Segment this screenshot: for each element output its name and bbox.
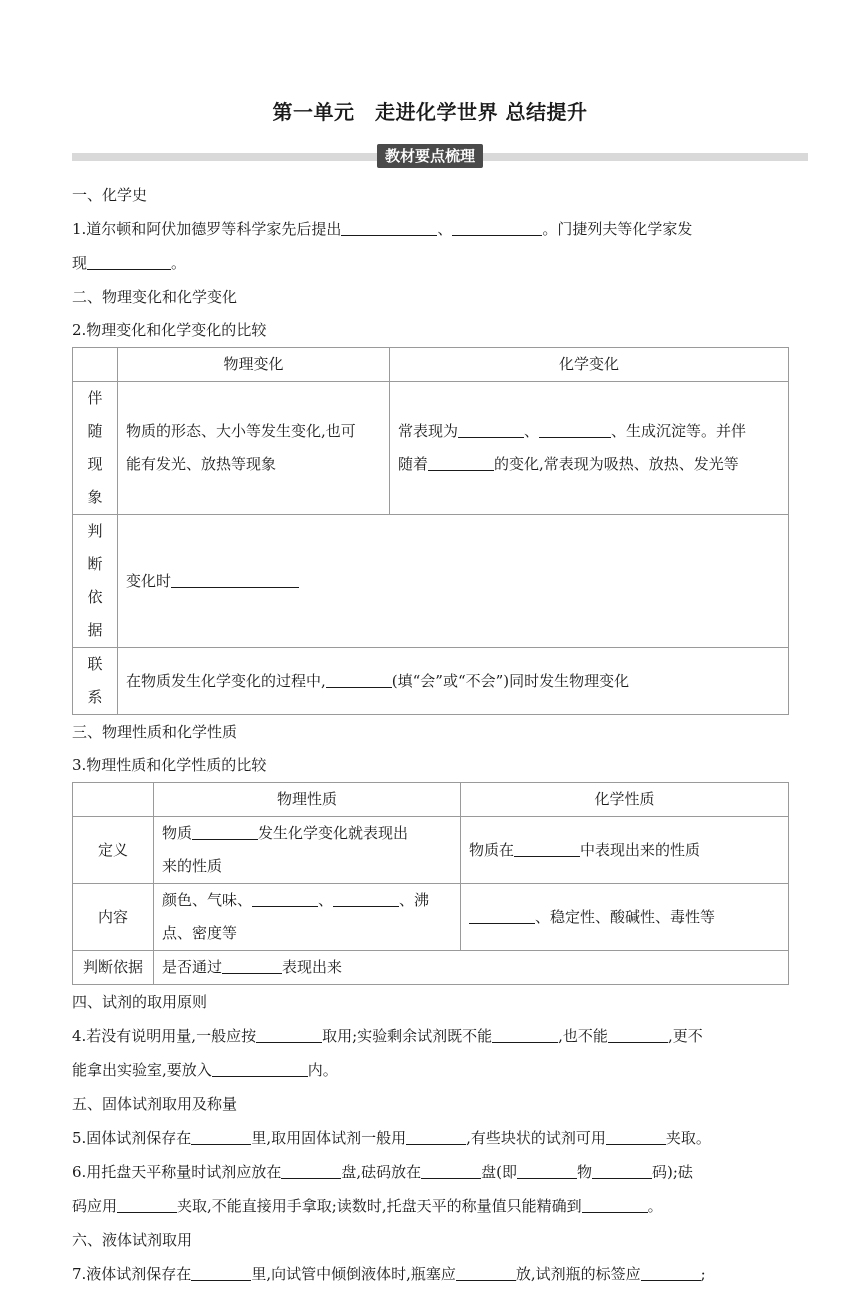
row-label: 联系 <box>73 648 118 715</box>
answer-blank[interactable] <box>592 1160 652 1179</box>
answer-blank[interactable] <box>252 888 318 907</box>
row-label: 判断依据 <box>73 951 154 985</box>
table-row <box>73 817 789 884</box>
answer-blank[interactable] <box>212 1058 308 1077</box>
answer-blank[interactable] <box>492 1024 558 1043</box>
row-label: 伴随 现象 <box>73 382 118 515</box>
answer-blank[interactable] <box>517 1160 577 1179</box>
answer-blank[interactable] <box>341 217 437 236</box>
answer-blank[interactable] <box>171 569 299 588</box>
answer-blank[interactable] <box>87 251 171 270</box>
table-row <box>73 884 789 951</box>
answer-blank[interactable] <box>539 419 611 438</box>
row-label: 判断 依据 <box>73 515 118 648</box>
answer-blank[interactable] <box>608 1024 668 1043</box>
answer-blank[interactable] <box>428 452 494 471</box>
table-row <box>73 951 789 985</box>
table-cell: 变化时 <box>118 515 789 648</box>
change-comparison-table <box>72 347 789 715</box>
answer-blank[interactable] <box>641 1262 701 1281</box>
answer-blank[interactable] <box>582 1194 648 1213</box>
section-heading-5: 五、固体试剂取用及称量 <box>72 1095 238 1113</box>
question-1-line-1: 1.道尔顿和阿伏加德罗等科学家先后提出 、 。门捷列夫等化学家发 <box>72 212 792 246</box>
answer-blank[interactable] <box>421 1160 481 1179</box>
col-header-chemical-change: 化学变化 <box>390 348 789 382</box>
answer-blank[interactable] <box>514 838 580 857</box>
answer-blank[interactable] <box>606 1126 666 1145</box>
col-header-physical-change: 物理变化 <box>118 348 390 382</box>
table-cell: 、稳定性、酸碱性、毒性等 <box>461 884 789 951</box>
answer-blank[interactable] <box>117 1194 177 1213</box>
question-6-line-2: 码应用 夹取,不能直接用手拿取;读数时,托盘天平的称量值只能精确到 。 <box>72 1189 792 1223</box>
answer-blank[interactable] <box>406 1126 466 1145</box>
worksheet-content <box>72 178 792 1291</box>
answer-blank[interactable] <box>333 888 399 907</box>
col-header-physical-property: 物理性质 <box>154 783 461 817</box>
table-cell: 物质 发生化学变化就表现出 来的性质 <box>154 817 461 884</box>
answer-blank[interactable] <box>222 955 282 974</box>
table-cell: 常表现为 、 、生成沉淀等。并伴 随着 的变化,常表现为吸热、放热、发光等 <box>390 382 789 515</box>
section-banner: 教材要点梳理 <box>377 144 483 168</box>
section-heading-4: 四、试剂的取用原则 <box>72 993 208 1011</box>
answer-blank[interactable] <box>469 905 535 924</box>
page-title: 第一单元 走进化学世界 总结提升 <box>272 100 588 124</box>
table-cell: 是否通过 表现出来 <box>154 951 789 985</box>
question-4-line-1: 4.若没有说明用量,一般应按 取用;实验剩余试剂既不能 ,也不能 ,更不 <box>72 1019 792 1053</box>
table-row <box>73 648 789 715</box>
question-7: 7.液体试剂保存在 里,向试管中倾倒液体时,瓶塞应 放,试剂瓶的标签应 ; <box>72 1257 792 1291</box>
row-label: 内容 <box>73 884 154 951</box>
answer-blank[interactable] <box>458 419 524 438</box>
section-heading-3: 三、物理性质和化学性质 <box>72 723 238 741</box>
answer-blank[interactable] <box>281 1160 341 1179</box>
question-5: 5.固体试剂保存在 里,取用固体试剂一般用 ,有些块状的试剂可用 夹取。 <box>72 1121 792 1155</box>
table-row <box>73 515 789 648</box>
col-header-chemical-property: 化学性质 <box>461 783 789 817</box>
table-cell: 在物质发生化学变化的过程中, (填“会”或“不会”)同时发生物理变化 <box>118 648 789 715</box>
row-label: 定义 <box>73 817 154 884</box>
section-heading-1: 一、化学史 <box>72 186 148 204</box>
answer-blank[interactable] <box>191 1262 251 1281</box>
property-comparison-table <box>72 782 789 985</box>
table-row <box>73 382 789 515</box>
question-1-line-2: 现 。 <box>72 246 792 280</box>
table-cell: 物质的形态、大小等发生变化,也可 能有发光、放热等现象 <box>118 382 390 515</box>
answer-blank[interactable] <box>456 1262 516 1281</box>
question-2-title: 2.物理变化和化学变化的比较 <box>72 321 267 339</box>
question-4-line-2: 能拿出实验室,要放入 内。 <box>72 1053 792 1087</box>
answer-blank[interactable] <box>256 1024 322 1043</box>
answer-blank[interactable] <box>192 821 258 840</box>
table-cell: 物质在 中表现出来的性质 <box>461 817 789 884</box>
question-6-line-1: 6.用托盘天平称量时试剂应放在 盘,砝码放在 盘(即 物 码);砝 <box>72 1155 792 1189</box>
answer-blank[interactable] <box>191 1126 251 1145</box>
question-3-title: 3.物理性质和化学性质的比较 <box>72 756 267 774</box>
section-heading-2: 二、物理变化和化学变化 <box>72 288 238 306</box>
table-cell: 颜色、气味、 、 、沸 点、密度等 <box>154 884 461 951</box>
answer-blank[interactable] <box>452 217 542 236</box>
section-heading-6: 六、液体试剂取用 <box>72 1231 193 1249</box>
answer-blank[interactable] <box>326 669 392 688</box>
